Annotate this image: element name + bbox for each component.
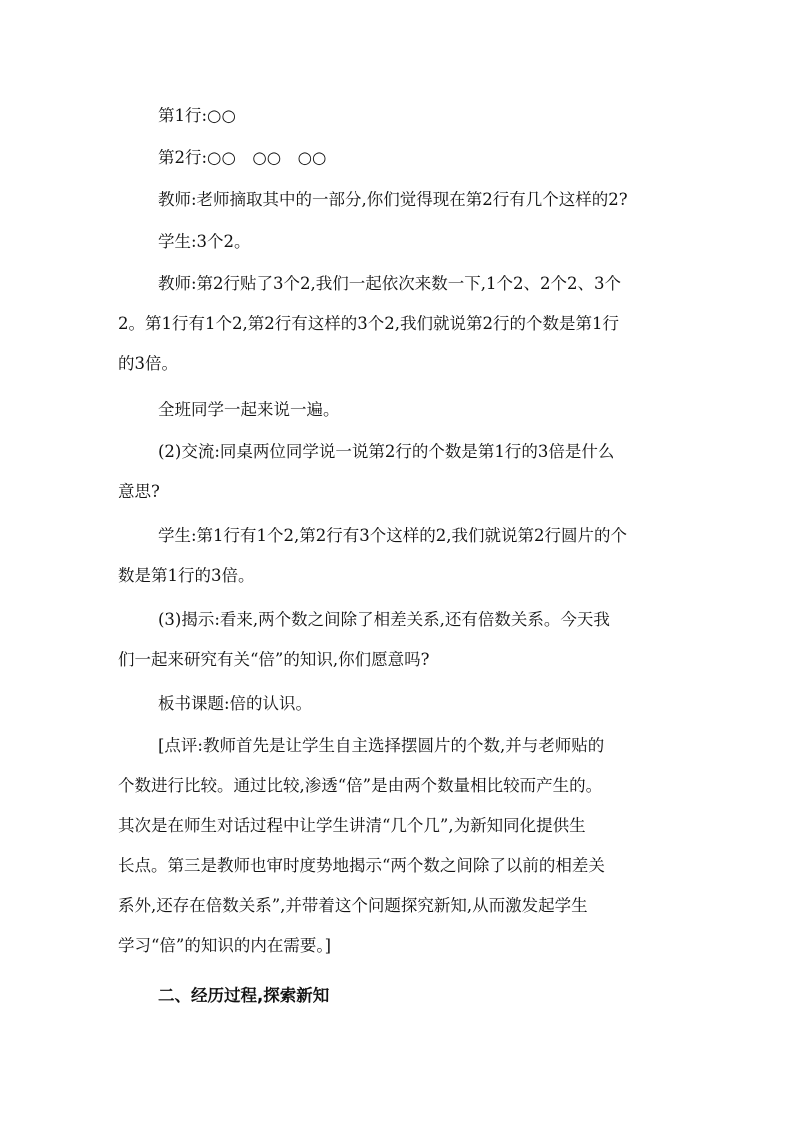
text-line: 们一起来研究有关“倍”的知识,你们愿意吗? <box>118 650 430 669</box>
text-line: 2。第1行有1个2,第2行有这样的3个2,我们就说第2行的个数是第1行 <box>118 314 619 333</box>
text-line: (3)揭示:看来,两个数之间除了相差关系,还有倍数关系。今天我 <box>158 610 610 629</box>
text-line: 第1行:○○ <box>158 106 236 125</box>
text-line: 其次是在师生对话过程中让学生讲清“几个几”,为新知同化提供生 <box>118 816 586 835</box>
section-heading <box>118 976 678 1016</box>
text-line: 个数进行比较。通过比较,渗透“倍”是由两个数量相比较而产生的。 <box>118 776 603 795</box>
paragraph-student-explain <box>118 516 678 596</box>
text-line: 学生:3个2。 <box>158 232 251 251</box>
paragraph-row-1 <box>118 96 678 136</box>
text-line: 数是第1行的3倍。 <box>118 566 255 585</box>
paragraph-row-2 <box>118 138 678 178</box>
text-line: [点评:教师首先是让学生自主选择摆圆片的个数,并与老师贴的 <box>158 736 605 755</box>
paragraph-student-answer <box>118 222 678 262</box>
text-line: 教师:老师摘取其中的一部分,你们觉得现在第2行有几个这样的2? <box>158 190 628 209</box>
paragraph-board-title <box>118 684 678 724</box>
text-line: 全班同学一起来说一遍。 <box>158 400 340 419</box>
text-line: 学习“倍”的知识的内在需要。] <box>118 936 332 955</box>
section-heading-text: 二、经历过程,探索新知 <box>158 986 330 1005</box>
text-line: 的3倍。 <box>118 354 178 373</box>
text-line: 板书课题:倍的认识。 <box>158 694 313 713</box>
paragraph-reveal <box>118 600 678 680</box>
text-line: 系外,还存在倍数关系”,并带着这个问题探究新知,从而激发起学生 <box>118 896 588 915</box>
paragraph-exchange <box>118 432 678 512</box>
text-line: 意思? <box>118 482 160 501</box>
text-line: (2)交流:同桌两位同学说一说第2行的个数是第1行的3倍是什么 <box>158 442 615 461</box>
paragraph-teacher-explain <box>118 264 678 384</box>
paragraph-class-repeat <box>118 390 678 430</box>
text-line: 教师:第2行贴了3个2,我们一起依次来数一下,1个2、2个2、3个 <box>158 274 622 293</box>
text-line: 长点。第三是教师也审时度势地揭示“两个数之间除了以前的相差关 <box>118 856 605 875</box>
text-line: 学生:第1行有1个2,第2行有3个这样的2,我们就说第2行圆片的个 <box>158 526 628 545</box>
paragraph-commentary <box>118 726 678 966</box>
text-line: 第2行:○○ ○○ ○○ <box>158 148 327 167</box>
paragraph-teacher-question <box>118 180 678 220</box>
